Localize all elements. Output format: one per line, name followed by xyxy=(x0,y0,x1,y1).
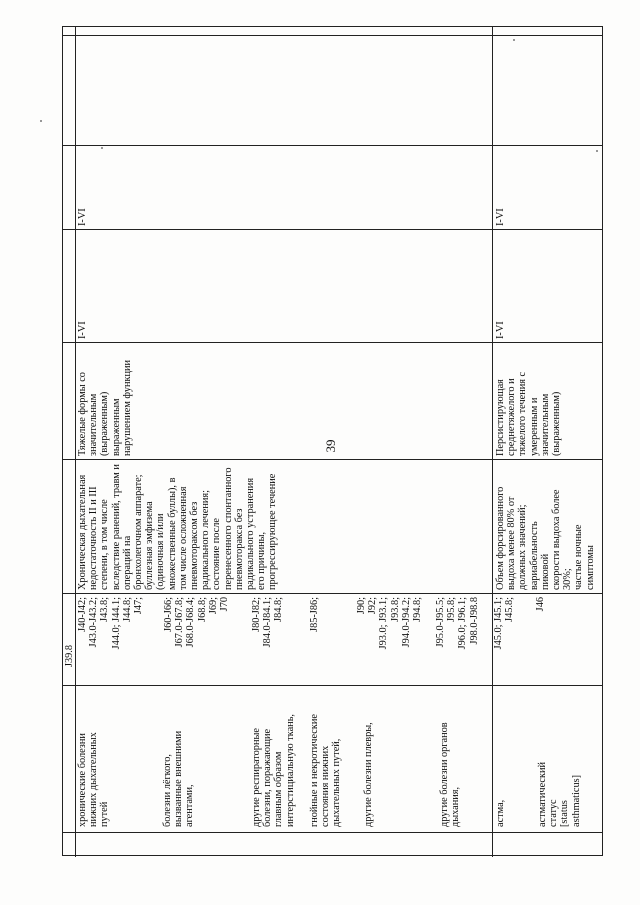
condition-text: Тяжелые формы со значительным (выраженным) выраженным нарушением функции xyxy=(77,359,133,456)
table xyxy=(62,26,603,856)
icd-code: J60-J66; J67.0-J67.8; J68.0-J68.4; J68.8; J69; J70 xyxy=(163,597,231,648)
disease-name: болезни лёгкого, вызванные внешними агентами, xyxy=(162,730,196,827)
class-range: I-VI xyxy=(495,321,506,339)
column-divider xyxy=(63,229,603,230)
scan-speck xyxy=(101,147,103,149)
disease-name: астматический статус [status asthmaticus] xyxy=(537,762,582,827)
column-divider xyxy=(63,459,603,460)
icd-code: J39.8 xyxy=(64,644,75,667)
class-range: I-VI xyxy=(77,208,88,226)
icd-code: J95.0-J95.5; J95.8; J96.0; J96.1; J98.0-J98.8 xyxy=(435,597,480,650)
medical-criteria: Объем форсированного выдоха менее 80% от должных значений; вариабельность пиковой скорости выдоха более 30%; частые ночные симптомы xyxy=(495,486,596,590)
icd-code: J40-J42; J43.0-J43.2; J43.8; J44.0; J44.1; J44.8; J47; xyxy=(77,597,145,650)
scan-speck xyxy=(513,39,515,41)
column-divider xyxy=(63,593,603,594)
class-range: I-VI xyxy=(77,321,88,339)
scan-speck xyxy=(40,120,42,122)
row-divider xyxy=(492,27,493,857)
medical-criteria: Хроническая дыхательная недостаточность II и III степени, в том числе вследствие ранений, травм и операций на бронхолегочном аппарате; буллезная эмфизема (одиночная и/или множественные буллы), в том числе осложненная пневмотораксом без радикального лечения; состояние после перенесенного спонтанного пневмоторакса без радикального устранения его причины, прогрессирующее течение xyxy=(77,464,279,590)
condition-text: Персистирующая среднетяжелого и тяжелого течения с умеренным и значительным (выраженным) xyxy=(495,371,563,456)
icd-code: J90; J92; J93.0; J93.1; J93.8; J94.0-J94.2; J94.8; xyxy=(356,597,424,650)
icd-code: J46 xyxy=(535,597,546,612)
disease-name: хронические болезни нижних дыхательных путей xyxy=(77,732,111,827)
row-divider xyxy=(75,27,76,857)
column-divider xyxy=(63,685,603,686)
icd-code: J80-J82; J84.0-J84.1; J84.8; xyxy=(251,597,285,648)
disease-name: гнойные и некротические состояния нижних дыхательных путей, xyxy=(309,714,343,827)
icd-code: J45.0; J45.1; J45.8; xyxy=(493,597,516,650)
table-header-divider xyxy=(63,35,603,36)
column-divider xyxy=(63,342,603,343)
column-divider xyxy=(63,832,603,833)
scan-speck xyxy=(596,150,598,152)
disease-name: астма, xyxy=(495,799,506,827)
column-divider xyxy=(63,145,603,146)
page-number: 39 xyxy=(323,439,338,453)
class-range: I-VI xyxy=(495,208,506,226)
icd-code: J85-J86; xyxy=(309,597,320,632)
disease-name: другие респираторные болезни, поражающие главным образом интерстициальную ткань, xyxy=(251,714,296,827)
disease-name: другие болезни плевры, xyxy=(363,722,374,827)
disease-name: другие болезни органов дыхания, xyxy=(439,722,462,827)
